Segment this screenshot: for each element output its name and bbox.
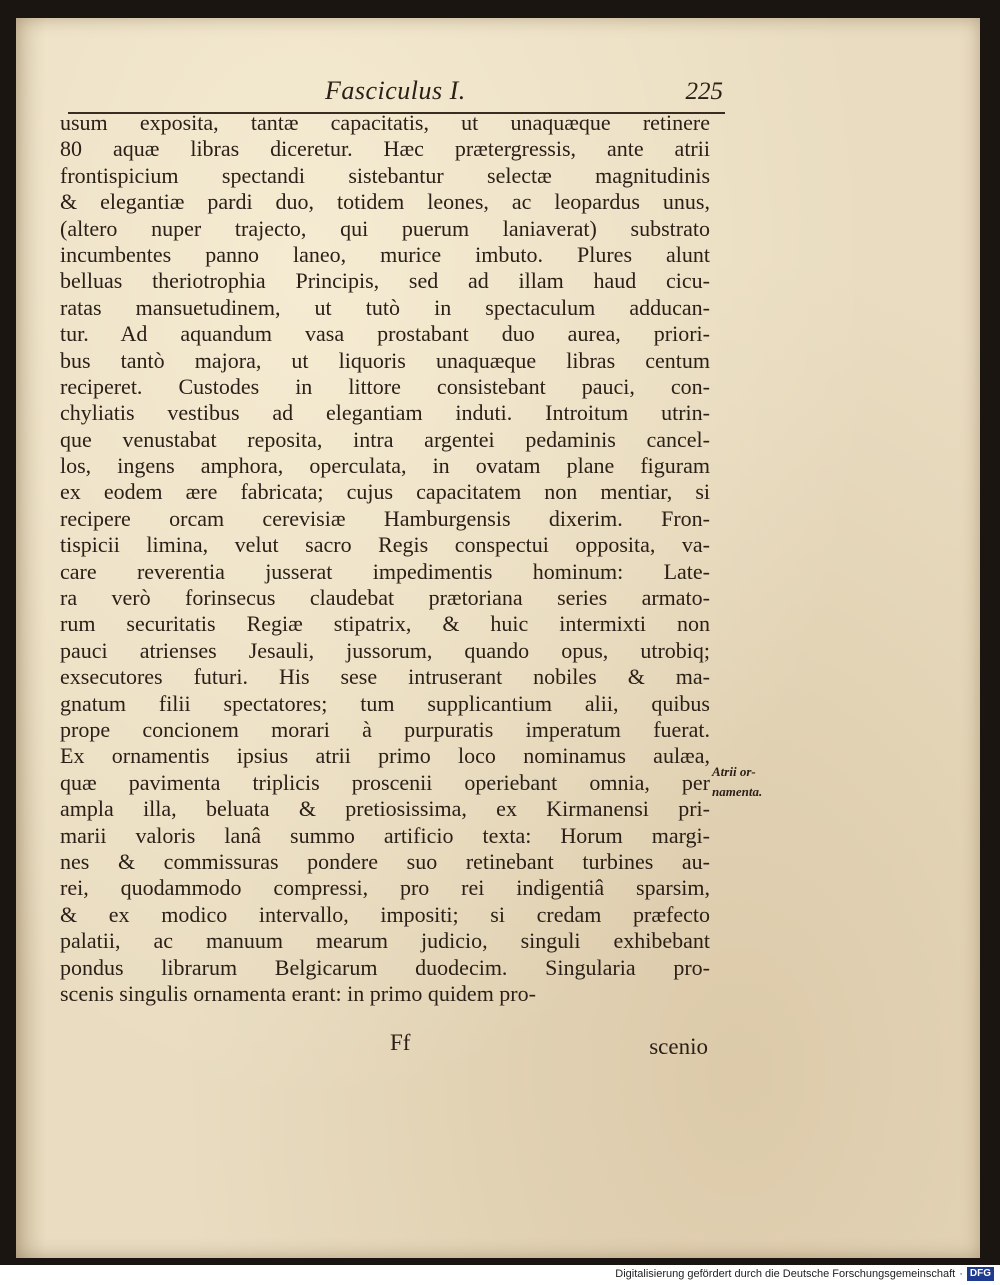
text-line: reciperet. Custodes in littore consistebant pauci, con- [60,373,710,399]
text-line: bus tantò majora, ut liquoris unaquæque libras centum [60,347,710,373]
digitization-note: Digitalisierung gefördert durch die Deutsche Forschungsgemeinschaft [615,1268,956,1280]
signature-mark: Ff [390,1030,411,1055]
marginal-note [712,762,822,802]
running-title: Fasciculus I. [325,76,466,105]
page-number: 225 [685,78,723,105]
text-line: palatii, ac manuum mearum judicio, singuli exhibebant [60,928,710,954]
text-line: pauci atrienses Jesauli, jussorum, quando opus, utrobiq; [60,637,710,663]
dfg-logo-icon: DFG [967,1267,994,1281]
text-line: tur. Ad aquandum vasa prostabant duo aurea, priori- [60,321,710,347]
text-line: prope concionem morari à purpuratis imperatum fuerat. [60,716,710,742]
text-line: & elegantiæ pardi duo, totidem leones, ac leopardus unus, [60,189,710,215]
text-line: ampla illa, beluata & pretiosissima, ex Kirmanensi pri- [60,796,710,822]
text-line: care reverentia jusserat impedimentis hominum: Late- [60,558,710,584]
text-line: chyliatis vestibus ad elegantiam induti. Introitum utrin- [60,400,710,426]
text-line: rei, quodammodo compressi, pro rei indigentiâ sparsim, [60,875,710,901]
text-line: los, ingens amphora, operculata, in ovatam plane figuram [60,453,710,479]
digitization-footer [615,1265,994,1283]
text-line: nes & commissuras pondere suo retinebant turbines au- [60,848,710,874]
text-line: marii valoris lanâ summo artificio texta: Horum margi- [60,822,710,848]
text-line: recipere orcam cerevisiæ Hamburgensis dixerim. Fron- [60,505,710,531]
text-line: frontispicium spectandi sistebantur selectæ magnitudinis [60,162,710,188]
text-line: quæ pavimenta triplicis proscenii operiebant omnia, per [60,769,710,795]
text-line: usum exposita, tantæ capacitatis, ut unaquæque retinere [60,110,710,135]
marginal-note-line: Atrii or- [712,764,756,779]
text-line: rum securitatis Regiæ stipatrix, & huic intermixti non [60,611,710,637]
text-line: que venustabat reposita, intra argentei pedaminis cancel- [60,426,710,452]
text-line: ratas mansuetudinem, ut tutò in spectaculum adducan- [60,294,710,320]
text-line: pondus librarum Belgicarum duodecim. Singularia pro- [60,954,710,980]
text-line: tispicii limina, velut sacro Regis conspectui opposita, va- [60,532,710,558]
text-line: scenis singulis ornamenta erant: in primo quidem pro- [60,980,536,1006]
text-line: incumbentes panno laneo, murice imbuto. Plures alunt [60,241,710,267]
body-text [60,110,710,1007]
separator-dot: · [959,1268,963,1280]
text-line: gnatum filii spectatores; tum supplicantium alii, quibus [60,690,710,716]
text-line: ra verò forinsecus claudebat prætoriana series armato- [60,585,710,611]
text-line: & ex modico intervallo, impositi; si credam præfecto [60,901,710,927]
text-line: exsecutores futuri. His sese intruserant nobiles & ma- [60,664,710,690]
text-line: Ex ornamentis ipsius atrii primo loco nominamus aulæa, [60,743,710,769]
marginal-note-line: namenta. [712,784,763,799]
page-foot [60,1030,710,1058]
text-line: (altero nuper trajecto, qui puerum laniaverat) substrato [60,215,710,241]
text-line: ex eodem ære fabricata; cujus capacitatem non mentiar, si [60,479,710,505]
text-line: belluas theriotrophia Principis, sed ad illam haud cicu- [60,268,710,294]
text-line: 80 aquæ libras diceretur. Hæc prætergressis, ante atrii [60,136,710,162]
catchword: scenio [649,1034,708,1059]
